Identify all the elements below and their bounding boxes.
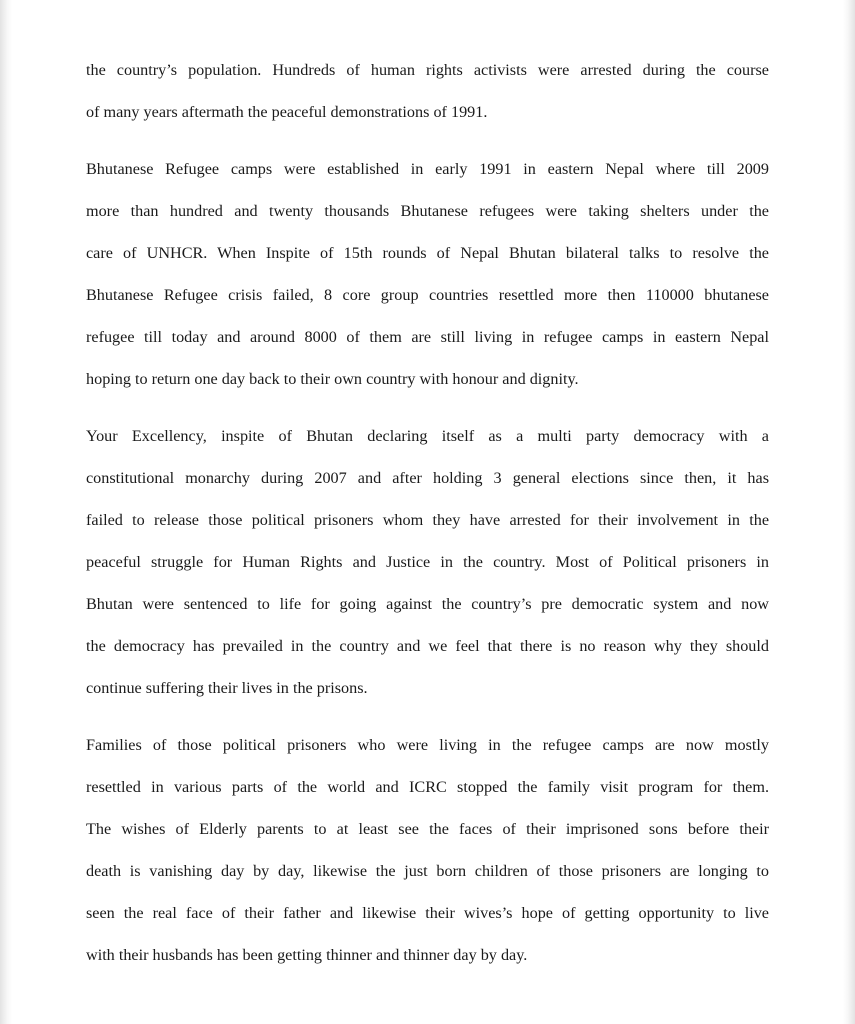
text-line: failed to release those political prisoners whom they have arrested for their involvement in the [86, 511, 769, 529]
text-line: of many years aftermath the peaceful demonstrations of 1991. [86, 103, 488, 121]
paragraph-2 [86, 148, 769, 400]
text-line: Bhutan were sentenced to life for going against the country’s pre democratic system and now [86, 595, 769, 613]
text-line: death is vanishing day by day, likewise the just born children of those prisoners are longing to [86, 862, 769, 880]
paragraph-4 [86, 724, 769, 976]
text-line: Bhutanese Refugee crisis failed, 8 core group countries resettled more then 110000 bhutanese [86, 286, 769, 304]
document-body [86, 49, 769, 976]
text-line: seen the real face of their father and likewise their wives’s hope of getting opportunity to live [86, 904, 769, 922]
text-line: refugee till today and around 8000 of them are still living in refugee camps in eastern Nepal [86, 328, 769, 346]
text-line: care of UNHCR. When Inspite of 15th rounds of Nepal Bhutan bilateral talks to resolve the [86, 244, 769, 262]
page-edge-shadow-right [843, 0, 855, 1024]
text-line: continue suffering their lives in the prisons. [86, 679, 368, 697]
text-line: resettled in various parts of the world and ICRC stopped the family visit program for them. [86, 778, 769, 796]
text-line: the country’s population. Hundreds of human rights activists were arrested during the course [86, 61, 769, 79]
text-line: Your Excellency, inspite of Bhutan declaring itself as a multi party democracy with a [86, 427, 769, 445]
text-line: hoping to return one day back to their own country with honour and dignity. [86, 370, 579, 388]
text-line: Families of those political prisoners who were living in the refugee camps are now mostly [86, 736, 769, 754]
text-line: constitutional monarchy during 2007 and after holding 3 general elections since then, it has [86, 469, 769, 487]
text-line: more than hundred and twenty thousands Bhutanese refugees were taking shelters under the [86, 202, 769, 220]
paragraph-1 [86, 49, 769, 133]
text-line: peaceful struggle for Human Rights and Justice in the country. Most of Political prisoners in [86, 553, 769, 571]
text-line: with their husbands has been getting thinner and thinner day by day. [86, 946, 528, 964]
paragraph-3 [86, 415, 769, 709]
text-line: Bhutanese Refugee camps were established in early 1991 in eastern Nepal where till 2009 [86, 160, 769, 178]
page-edge-shadow-left [0, 0, 12, 1024]
text-line: the democracy has prevailed in the country and we feel that there is no reason why they should [86, 637, 769, 655]
text-line: The wishes of Elderly parents to at least see the faces of their imprisoned sons before their [86, 820, 769, 838]
